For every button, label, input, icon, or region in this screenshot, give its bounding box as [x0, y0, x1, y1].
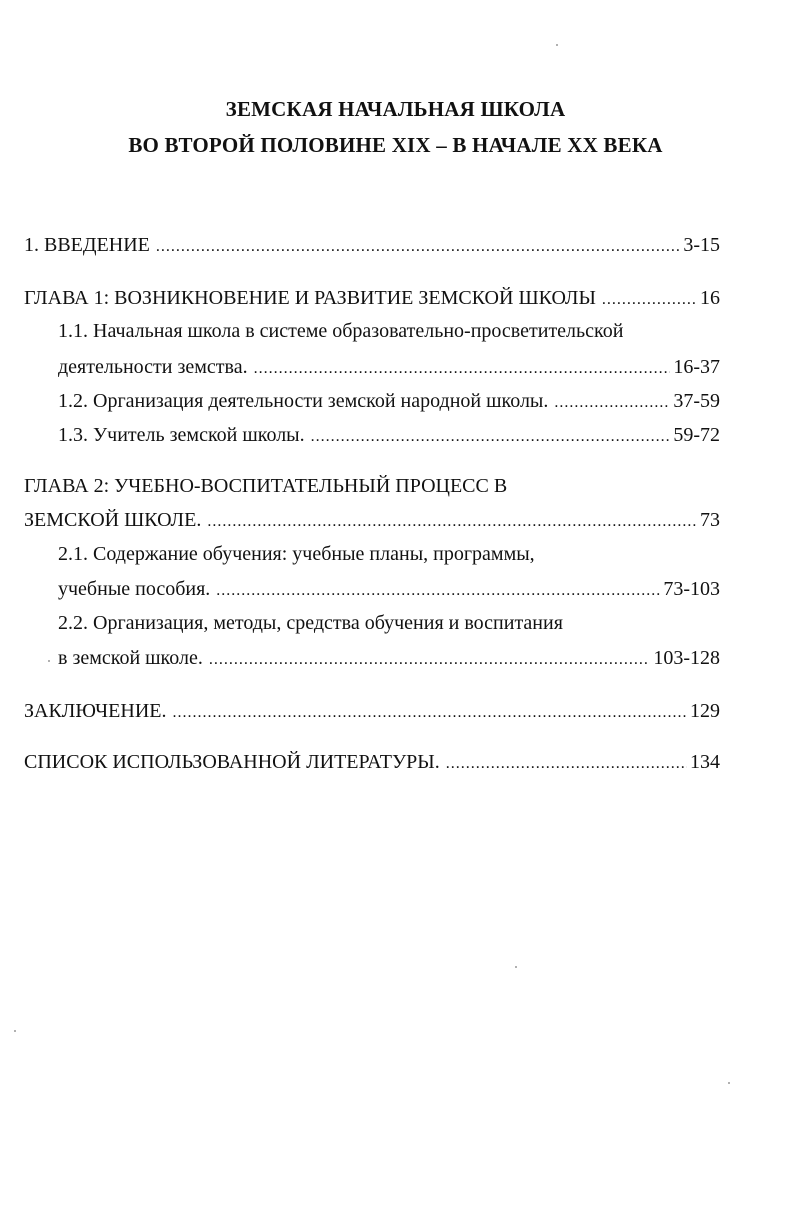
toc-entry-label: в земской школе. [58, 647, 203, 669]
toc-page-range: 37-59 [673, 390, 720, 412]
dot-leader [554, 394, 670, 412]
toc-page-range: 73 [700, 509, 720, 531]
toc-entry-section-1-3 [58, 424, 720, 447]
scan-speck [728, 1082, 730, 1084]
dot-leader [311, 428, 671, 446]
dot-leader [156, 238, 680, 256]
toc-entry-conclusion [24, 700, 720, 723]
toc-entry-chapter-1 [24, 287, 720, 310]
toc-entry-label: 1.2. Организация деятельности земской народной школы. [58, 390, 549, 412]
toc-entry-section-2-2 [58, 647, 720, 670]
dot-leader [209, 651, 650, 669]
toc-entry-label: ЗЕМСКОЙ ШКОЛЕ. [24, 509, 202, 531]
toc-entry-label: ЗАКЛЮЧЕНИЕ. [24, 700, 167, 722]
toc-entry-label: 1.3. Учитель земской школы. [58, 424, 305, 446]
scan-speck [14, 1030, 16, 1032]
scan-speck [48, 660, 50, 662]
toc-entry-chapter-2 [24, 509, 720, 532]
toc-entry-section-2-1 [58, 578, 720, 601]
document-title-line-1: ЗЕМСКАЯ НАЧАЛЬНАЯ ШКОЛА [225, 97, 566, 121]
toc-page-range: 3-15 [683, 234, 720, 256]
toc-entry-section-1-2 [58, 390, 720, 413]
toc-entry-intro [24, 234, 720, 257]
toc-section-2-2-line-1: 2.2. Организация, методы, средства обучения и воспитания [58, 612, 563, 634]
toc-entry-label: ГЛАВА 1: ВОЗНИКНОВЕНИЕ И РАЗВИТИЕ ЗЕМСКОЙ ШКОЛЫ [24, 287, 596, 309]
toc-page-range: 129 [690, 700, 720, 722]
toc-section-2-1-line-1: 2.1. Содержание обучения: учебные планы, программы, [58, 543, 535, 565]
toc-entry-section-1-1 [58, 356, 720, 379]
toc-entry-label: СПИСОК ИСПОЛЬЗОВАННОЙ ЛИТЕРАТУРЫ. [24, 751, 440, 773]
dot-leader [216, 582, 660, 600]
toc-page-range: 16-37 [673, 356, 720, 378]
scan-speck [556, 44, 558, 46]
toc-page-range: 59-72 [673, 424, 720, 446]
toc-section-1-1-line-1: 1.1. Начальная школа в системе образовательно-просветительской [58, 320, 624, 342]
document-title-line-2: ВО ВТОРОЙ ПОЛОВИНЕ XIX – В НАЧАЛЕ XX ВЕКА [128, 133, 663, 157]
toc-entry-label: 1. ВВЕДЕНИЕ [24, 234, 150, 256]
dot-leader [254, 360, 671, 378]
dot-leader [207, 513, 697, 531]
toc-entry-label: деятельности земства. [58, 356, 248, 378]
toc-chapter-2-line-1: ГЛАВА 2: УЧЕБНО-ВОСПИТАТЕЛЬНЫЙ ПРОЦЕСС В [24, 475, 508, 497]
toc-page-range: 134 [690, 751, 720, 773]
toc-entry-bibliography [24, 751, 720, 774]
toc-page-range: 16 [700, 287, 720, 309]
dot-leader [602, 291, 697, 309]
toc-page-range: 73-103 [663, 578, 720, 600]
dot-leader [446, 755, 687, 773]
scan-speck [515, 966, 517, 968]
toc-page-range: 103-128 [653, 647, 720, 669]
dot-leader [172, 704, 687, 722]
toc-entry-label: учебные пособия. [58, 578, 211, 600]
